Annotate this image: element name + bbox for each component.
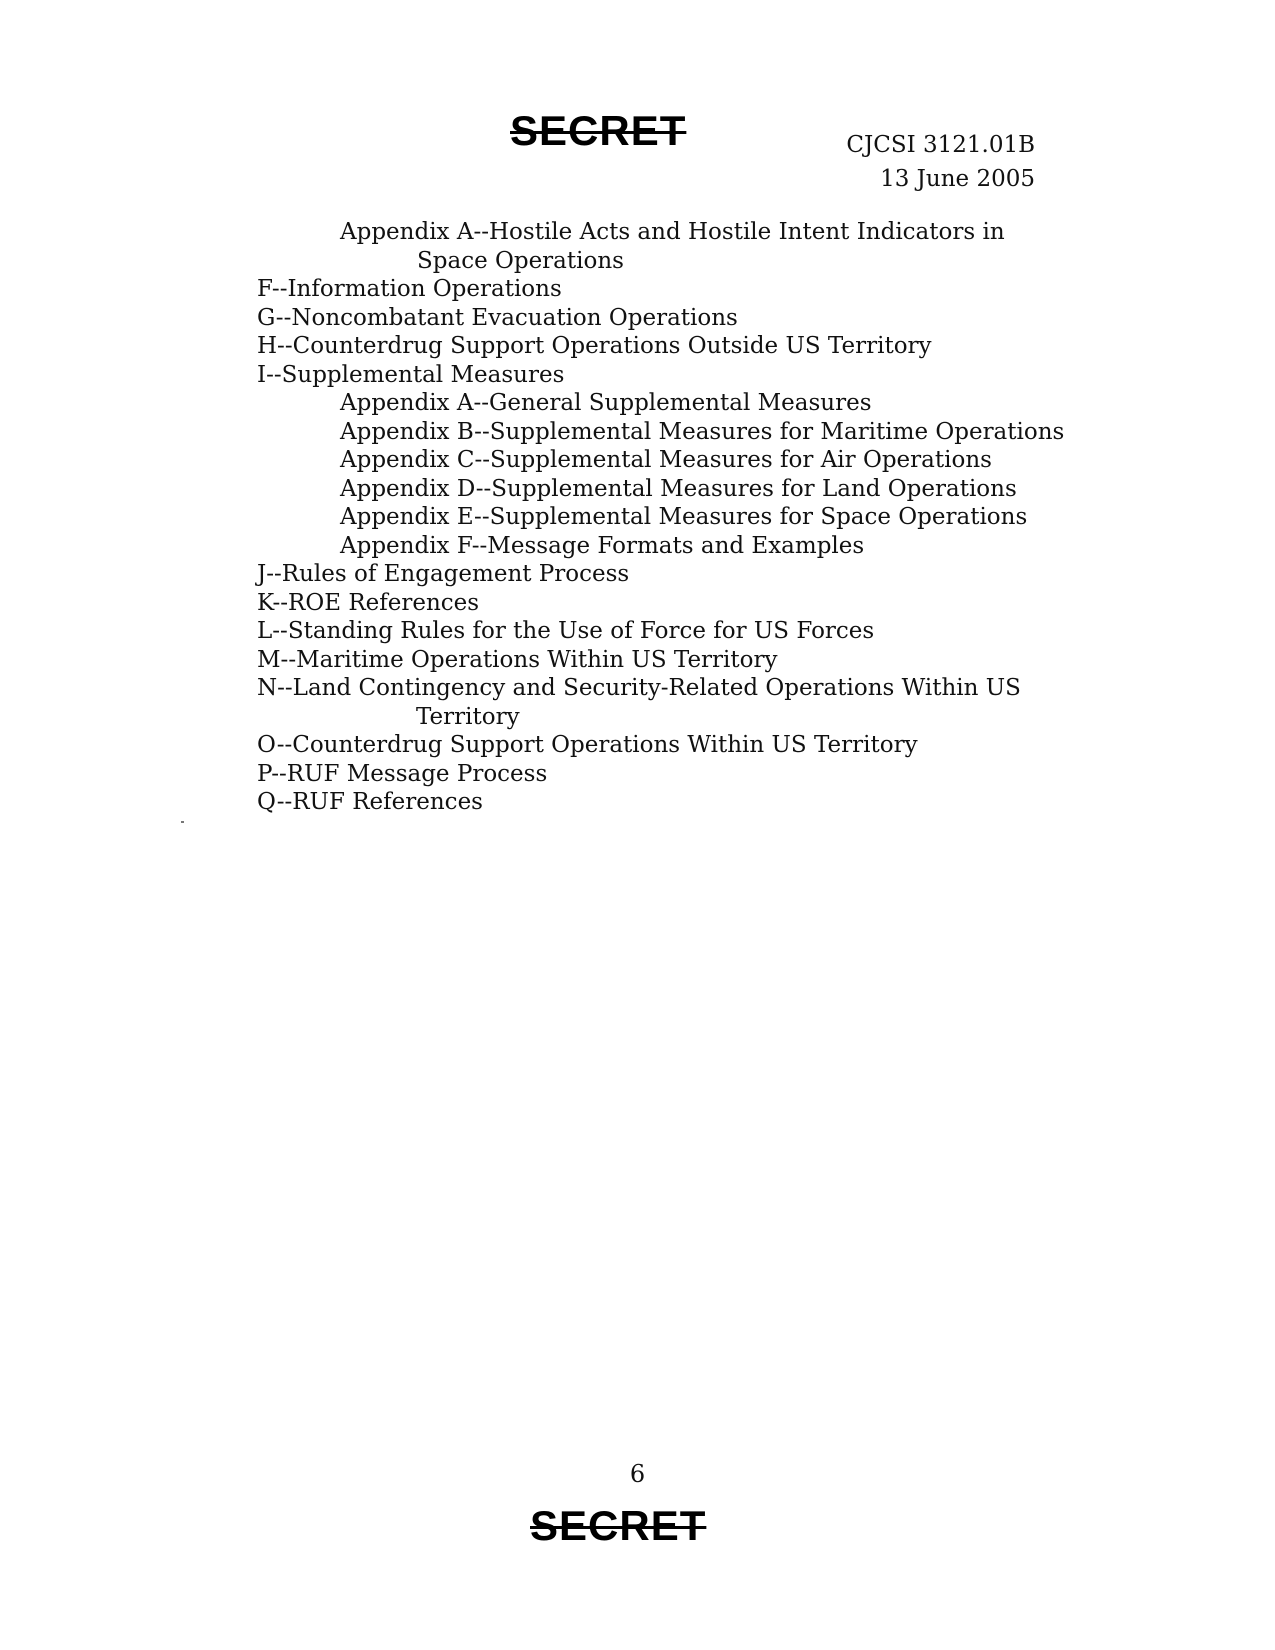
toc-entry: I--Supplemental Measures xyxy=(257,361,565,388)
document-number: CJCSI 3121.01B xyxy=(846,132,1035,158)
classification-marking-bottom: SECRET xyxy=(530,1502,707,1549)
toc-entry: Appendix A--General Supplemental Measures xyxy=(340,390,872,416)
page-number: 6 xyxy=(629,1460,646,1488)
toc-entry: K--ROE References xyxy=(257,589,480,616)
toc-entry: L--Standing Rules for the Use of Force for US Forces xyxy=(257,618,875,644)
toc-entry: N--Land Contingency and Security-Related Operations Within US xyxy=(257,675,1021,701)
document-header xyxy=(846,128,1035,196)
toc-entry: Appendix D--Supplemental Measures for Land Operations xyxy=(340,475,1017,502)
document-date: 13 June 2005 xyxy=(880,166,1035,192)
scan-speck xyxy=(181,821,184,823)
toc-entry: H--Counterdrug Support Operations Outside US Territory xyxy=(257,333,932,359)
toc-entry: Appendix C--Supplemental Measures for Air Operations xyxy=(340,447,992,473)
toc-entry: Q--RUF References xyxy=(257,789,483,815)
toc-entry: J--Rules of Engagement Process xyxy=(257,561,630,587)
toc-entry: F--Information Operations xyxy=(257,276,562,302)
toc-entry: Appendix E--Supplemental Measures for Space Operations xyxy=(340,504,1028,530)
classification-marking-top: SECRET xyxy=(510,107,687,154)
toc-entry: Appendix A--Hostile Acts and Hostile Intent Indicators in xyxy=(340,219,1005,245)
toc-entry: Appendix B--Supplemental Measures for Maritime Operations xyxy=(340,418,1065,445)
toc-entry-continuation: Space Operations xyxy=(417,247,624,274)
toc-entry-continuation: Territory xyxy=(416,703,520,730)
toc-entry: Appendix F--Message Formats and Examples xyxy=(340,532,865,559)
table-of-contents xyxy=(257,218,1157,817)
toc-entry: P--RUF Message Process xyxy=(257,760,548,787)
toc-entry: M--Maritime Operations Within US Territory xyxy=(257,646,778,673)
toc-entry: O--Counterdrug Support Operations Within US Territory xyxy=(257,732,918,758)
toc-entry: G--Noncombatant Evacuation Operations xyxy=(257,304,738,331)
